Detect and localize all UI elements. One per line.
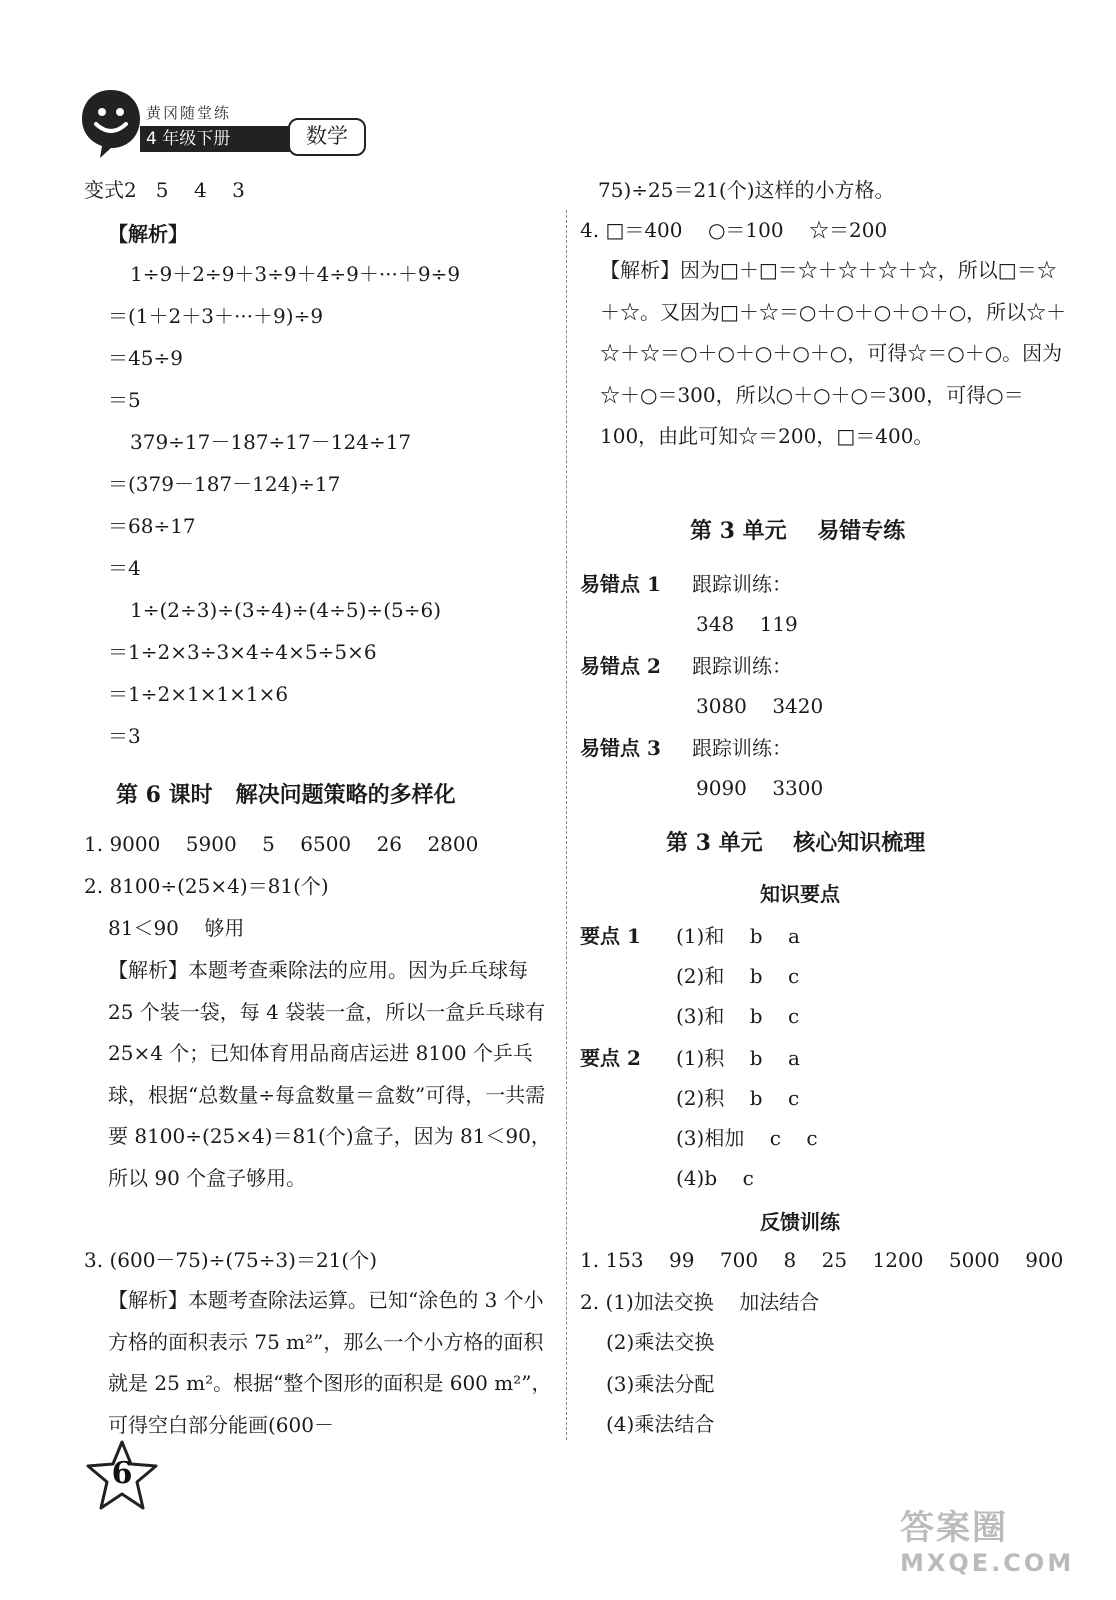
watermark [900,1500,1090,1590]
answer-q2: 2. 8100÷(25×4)＝81(个) [84,874,329,898]
feedback-answer-2-2: (2)乘法交换 [606,1330,715,1354]
unit-core-title: 第 3 单元 核心知识梳理 [666,830,926,856]
error-point-3-label: 易错点 3 [580,736,661,760]
column-divider [566,210,567,1440]
q3-analysis-continued: 75)÷25＝21(个)这样的小方格。 [598,178,895,202]
calc-line: ＝1÷2×1×1×1×6 [108,682,289,706]
calc-line: 1÷9＋2÷9＋3÷9＋4÷9＋···＋9÷9 [130,262,461,286]
q3-analysis: 【解析】本题考查除法运算。已知“涂色的 3 个小方格的面积表示 75 m²”，那么一个小方格的面积就是 25 m²。根据“整个图形的面积是 600 m²”，可得空白部分能画(600－ [108,1288,552,1437]
key-point-answer: (4)b c [676,1166,754,1190]
tracking-training-label: 跟踪训练： [692,654,792,678]
feedback-training-title: 反馈训练 [760,1210,840,1234]
key-point-1-label: 要点 1 [580,924,641,948]
error-point-2-label: 易错点 2 [580,654,661,678]
calc-line: 1÷(2÷3)÷(3÷4)÷(4÷5)÷(5÷6) [130,598,442,622]
calc-line: ＝4 [108,556,141,580]
lesson-title: 第 6 课时 解决问题策略的多样化 [116,782,456,808]
feedback-answer-2-4: (4)乘法结合 [606,1412,715,1436]
book-header [78,86,368,166]
key-point-answer: (1)积 b a [676,1046,800,1070]
q4-analysis: 【解析】因为□＋□＝☆＋☆＋☆＋☆，所以□＝☆＋☆。又因为□＋☆＝○＋○＋○＋○＋○，所以☆＋☆＋☆＝○＋○＋○＋○＋○，可得☆＝○＋○。因为☆＋○＝300，所以○＋○＋○＝300，可得○＝100，由此可知☆＝200，□＝400。 [600,258,1067,448]
feedback-answer-2: 2. (1)加法交换 加法结合 [580,1290,820,1314]
error-point-2-answer: 3080 3420 [696,694,824,718]
calc-line: ＝(1＋2＋3＋···＋9)÷9 [108,304,324,328]
calc-line: ＝5 [108,388,141,412]
answer-q4: 4. □＝400 ○＝100 ☆＝200 [580,218,888,242]
variant-2-answer: 变式2 5 4 3 [84,178,245,202]
watermark-url: MXQE.COM [900,1549,1075,1577]
key-point-answer: (3)和 b c [676,1004,800,1028]
smiley-logo-icon [78,86,144,160]
unit-error-title: 第 3 单元 易错专练 [690,518,906,544]
answer-q1: 1. 9000 5900 5 6500 26 2800 [84,832,479,856]
watermark-logo-text: 答案圈 [900,1508,1008,1548]
grade-label: 4 年级下册 [140,126,290,152]
knowledge-points-title: 知识要点 [760,882,840,906]
feedback-answer-2-3: (3)乘法分配 [606,1372,715,1396]
key-point-answer: (1)和 b a [676,924,800,948]
feedback-answer-1: 1. 153 99 700 8 25 1200 5000 900 [580,1248,1064,1272]
page-number-badge [84,1438,160,1514]
calc-line: ＝45÷9 [108,346,183,370]
key-point-answer: (3)相加 c c [676,1126,818,1150]
answer-q3: 3. (600－75)÷(75÷3)＝21(个) [84,1248,378,1272]
key-point-answer: (2)积 b c [676,1086,800,1110]
answer-q2-compare: 81＜90 够用 [108,916,245,940]
page-number: 6 [111,1456,133,1491]
q2-analysis: 【解析】本题考查乘除法的应用。因为乒乓球每 25 个装一袋，每 4 袋装一盒，所以一盒乒乓球有 25×4 个；已知体育用品商店运进 8100 个乒乓球，根据“总数量÷每盒数量＝盒数”可得，一共需要 8100÷(25×4)＝81(个)盒子，因为 81＜90，所以 90 个盒子够用。 [108,958,551,1190]
analysis-label: 【解析】 [108,222,188,246]
tracking-training-label: 跟踪训练： [692,736,792,760]
brand-name: 黄冈随堂练 [146,104,232,122]
error-point-1-label: 易错点 1 [580,572,661,596]
calc-line: ＝68÷17 [108,514,196,538]
tracking-training-label: 跟踪训练： [692,572,792,596]
calc-line: 379÷17－187÷17－124÷17 [130,430,412,454]
key-point-answer: (2)和 b c [676,964,800,988]
subject-label: 数学 [288,118,366,156]
calc-line: ＝1÷2×3÷3×4÷4×5÷5×6 [108,640,377,664]
calc-line: ＝3 [108,724,141,748]
error-point-3-answer: 9090 3300 [696,776,824,800]
key-point-2-label: 要点 2 [580,1046,641,1070]
error-point-1-answer: 348 119 [696,612,798,636]
calc-line: ＝(379－187－124)÷17 [108,472,341,496]
